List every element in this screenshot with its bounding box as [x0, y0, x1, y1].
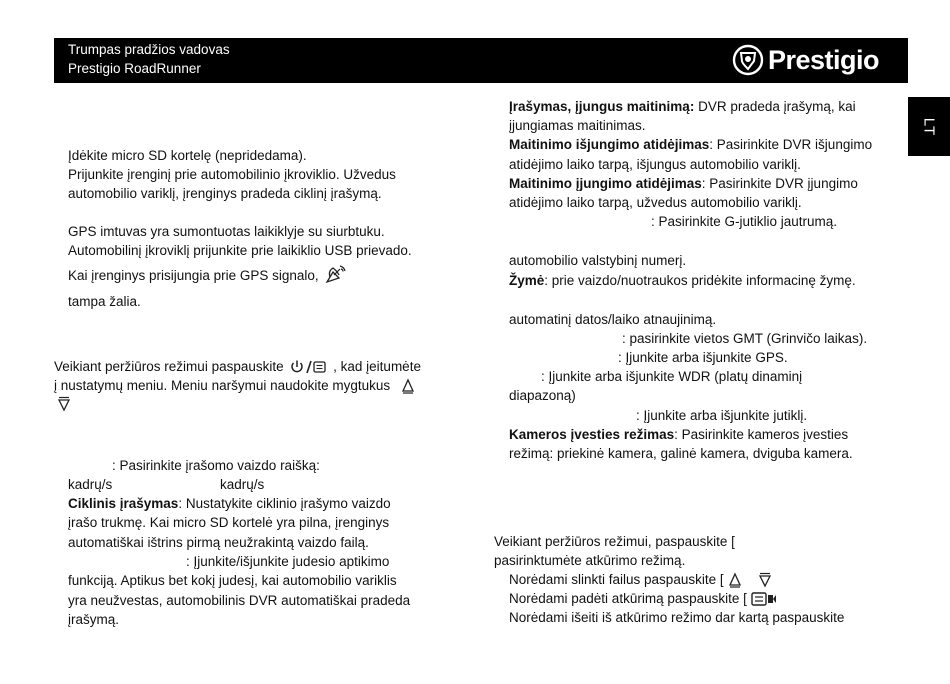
- text-segment: Kai įrenginys prisijungia prie GPS signalo,: [68, 268, 319, 283]
- down-triangle-icon: [757, 572, 773, 588]
- text-segment: Norėdami padėti atkūrimą paspauskite [: [509, 591, 747, 606]
- text-line: : pasirinkite vietos GMT (Grinvičo laikas).: [622, 331, 868, 346]
- brand-name: Prestigio: [768, 44, 880, 75]
- text-line: : Pasirinkite įrašomo vaizdo raišką:: [112, 458, 320, 473]
- text-line: [509, 271, 856, 290]
- text-segment: : Pasirinkite kameros įvesties: [674, 427, 849, 442]
- text-line: režimą: priekinė kamera, galinė kamera, dviguba kamera.: [509, 446, 853, 461]
- menu-camera-icon: [751, 591, 777, 607]
- term-bold: Maitinimo išjungimo atidėjimas: [509, 137, 710, 152]
- text-segment: Norėdami slinkti failus paspauskite [: [509, 572, 724, 587]
- text-line: : Įjunkite/išjunkite judesio aptikimo: [186, 554, 390, 569]
- text-line: pasirinktumėte atkūrimo režimą.: [494, 553, 686, 568]
- text-line: [509, 589, 777, 608]
- text-line: kadrų/s: [220, 477, 265, 492]
- text-line: diapazoną): [509, 388, 576, 403]
- term-bold: Žymė: [509, 273, 545, 288]
- text-line: Automobilinį įkroviklį prijunkite prie laikiklio USB prievado.: [68, 243, 412, 258]
- text-line: įrašymą.: [68, 612, 120, 627]
- term-bold: Ciklinis įrašymas: [68, 496, 179, 511]
- term-bold: Įrašymas, įjungus maitinimą:: [509, 99, 695, 114]
- prestigio-shield-icon: [732, 44, 764, 76]
- text-line: : Įjunkite arba išjunkite WDR (platų dinaminį: [541, 369, 803, 384]
- up-triangle-icon: [727, 572, 743, 588]
- text-segment: : Pasirinkite DVR įjungimo: [701, 176, 858, 191]
- text-line: [509, 174, 858, 193]
- text-line: įjungiamas maitinimas.: [509, 118, 646, 133]
- text-line: automatinį datos/laiko atnaujinimą.: [509, 312, 717, 327]
- header-title: Trumpas pradžios vadovas: [68, 42, 230, 57]
- text-segment: : Nustatykite ciklinio įrašymo vaizdo: [178, 496, 391, 511]
- satellite-dish-icon: [324, 263, 348, 285]
- term-bold: Kameros įvesties režimas: [509, 427, 675, 442]
- text-line: atidėjimo laiko tarpą, užvedus automobilio variklį.: [509, 195, 802, 210]
- text-segment: : Pasirinkite DVR išjungimo: [709, 137, 873, 152]
- text-segment: : prie vaizdo/nuotraukos pridėkite informacinę žymę.: [544, 273, 856, 288]
- prestigio-logo: [732, 42, 879, 78]
- text-line: [509, 425, 848, 444]
- header-subtitle: Prestigio RoadRunner: [68, 61, 201, 76]
- down-triangle-icon: [56, 396, 72, 412]
- text-line: tampa žalia.: [68, 294, 141, 309]
- text-line: kadrų/s: [68, 477, 113, 492]
- text-segment: DVR pradeda įrašymą, kai: [694, 99, 856, 114]
- text-line: Norėdami išeiti iš atkūrimo režimo dar kartą paspauskite: [509, 610, 845, 625]
- text-line: [54, 357, 421, 376]
- text-line: : Įjunkite arba išjunkite jutiklį.: [636, 408, 808, 423]
- text-line: automobilio variklį, įrenginys pradeda ciklinį įrašymą.: [68, 186, 382, 201]
- text-line: [509, 97, 856, 116]
- text-line: atidėjimo laiko tarpą, išjungus automobilio variklį.: [509, 157, 801, 172]
- text-line: Veikiant peržiūros režimui, paspauskite [: [494, 534, 735, 549]
- text-line: [509, 570, 773, 589]
- text-line: [509, 135, 872, 154]
- text-line: Prijunkite įrenginį prie automobilinio įkroviklio. Užvedus: [68, 167, 396, 182]
- text-line: : Pasirinkite G-jutiklio jautrumą.: [651, 214, 838, 229]
- document-header: [54, 38, 908, 83]
- up-triangle-icon: [400, 378, 416, 394]
- text-line: automatiškai ištrins pirmą neužrakintą vaizdo failą.: [68, 535, 369, 550]
- text-line: Įdėkite micro SD kortelę (nepridedama).: [68, 148, 307, 163]
- power-menu-icon: [289, 359, 327, 375]
- language-tab: [908, 97, 950, 156]
- text-line: GPS imtuvas yra sumontuotas laikiklyje su siurbtuku.: [68, 224, 385, 239]
- text-line: įrašo trukmę. Kai micro SD kortelė yra pilna, įrenginys: [68, 515, 390, 530]
- text-line: : Įjunkite arba išjunkite GPS.: [618, 350, 788, 365]
- text-line: [68, 266, 348, 285]
- text-line: [54, 376, 416, 395]
- text-segment: , kad įeitumėte: [333, 359, 421, 374]
- language-code: LT: [920, 117, 938, 136]
- text-segment: į nustatymų meniu. Meniu naršymui naudokite mygtukus: [54, 378, 391, 393]
- text-line: funkciją. Aptikus bet kokį judesį, kai automobilio variklis: [68, 573, 397, 588]
- term-bold: Maitinimo įjungimo atidėjimas: [509, 176, 702, 191]
- text-segment: Veikiant peržiūros režimui paspauskite: [54, 359, 284, 374]
- text-line: [68, 494, 391, 513]
- text-line: yra neužvestas, automobilinis DVR automatiškai pradeda: [68, 593, 411, 608]
- text-line: automobilio valstybinį numerį.: [509, 253, 687, 268]
